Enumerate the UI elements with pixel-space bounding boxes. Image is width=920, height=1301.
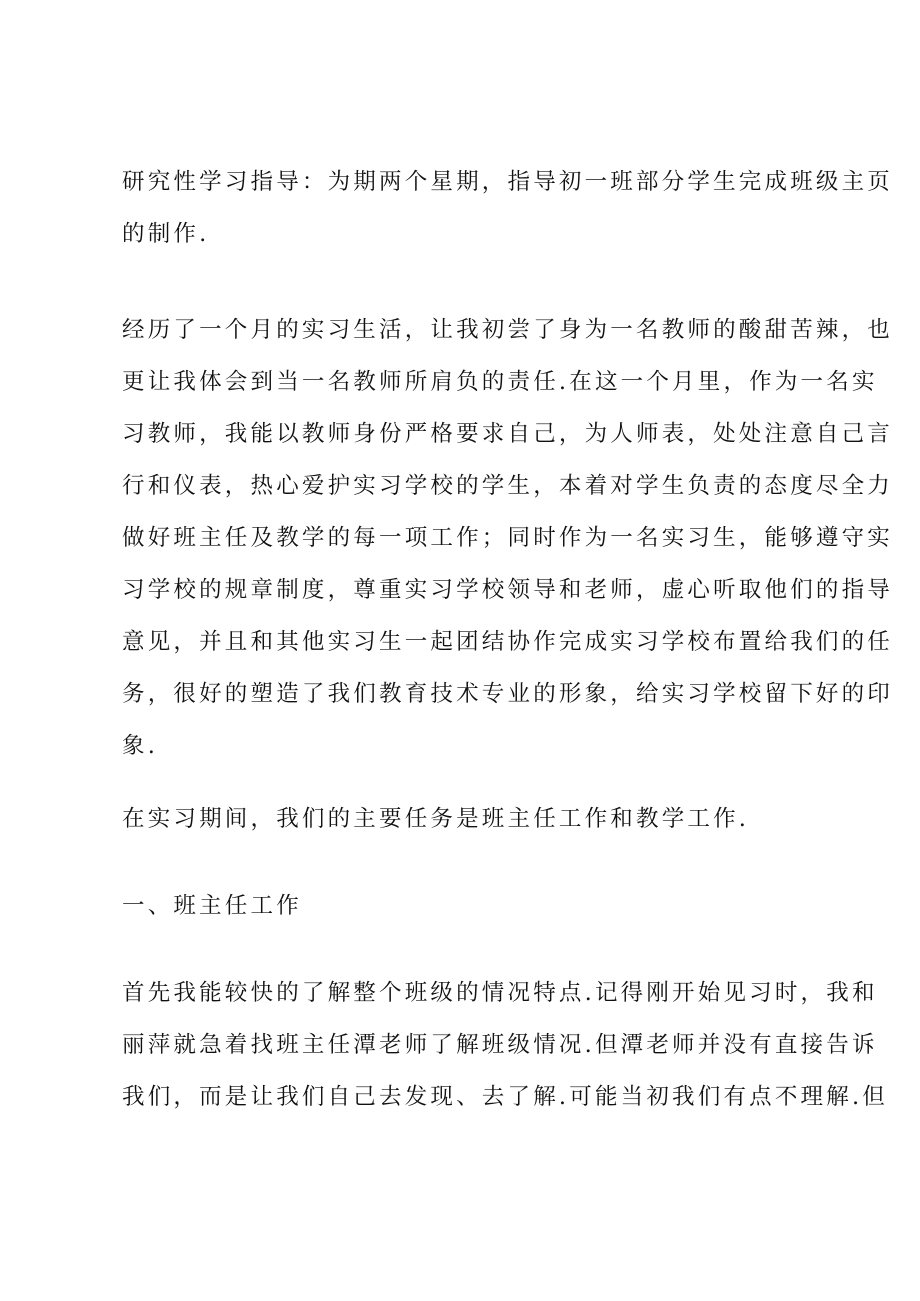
text-line: 意见，并且和其他实习生一起团结协作完成实习学校布置给我们的任 [122, 629, 894, 655]
paragraph-internship-experience [122, 304, 893, 772]
text-line: 丽萍就急着找班主任潭老师了解班级情况.但潭老师并没有直接告诉 [122, 1032, 878, 1058]
text-line: 习学校的规章制度，尊重实习学校领导和老师，虚心听取他们的指导 [122, 577, 894, 603]
paragraph-understanding-class [122, 967, 888, 1123]
text-line: 在实习期间，我们的主要任务是班主任工作和教学工作. [122, 806, 750, 832]
paragraph-research-guidance [122, 156, 893, 260]
heading-text: 一、班主任工作 [122, 893, 302, 919]
text-line: 务，很好的塑造了我们教育技术专业的形象，给实习学校留下好的印 [122, 681, 894, 707]
paragraph-main-tasks [122, 793, 749, 845]
text-line: 研究性学习指导：为期两个星期，指导初一班部分学生完成班级主页 [122, 169, 894, 195]
text-line: 我们，而是让我们自己去发现、去了解.可能当初我们有点不理解.但 [122, 1084, 889, 1110]
text-line: 经历了一个月的实习生活，让我初尝了身为一名教师的酸甜苦辣，也 [122, 317, 894, 343]
text-line: 首先我能较快的了解整个班级的情况特点.记得刚开始见习时，我和 [122, 980, 878, 1006]
text-line: 的制作. [122, 221, 210, 247]
text-line: 做好班主任及教学的每一项工作；同时作为一名实习生，能够遵守实 [122, 525, 894, 551]
section-heading-class-teacher-work [122, 880, 302, 932]
text-line: 行和仪表，热心爱护实习学校的学生，本着对学生负责的态度尽全力 [122, 473, 894, 499]
text-line: 象. [122, 733, 159, 759]
text-line: 习教师，我能以教师身份严格要求自己，为人师表，处处注意自己言 [122, 421, 894, 447]
text-line: 更让我体会到当一名教师所肩负的责任.在这一个月里，作为一名实 [122, 369, 878, 395]
